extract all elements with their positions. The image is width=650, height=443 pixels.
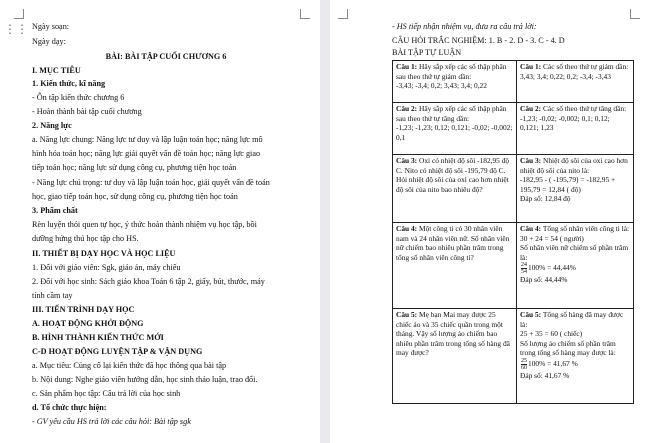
essay-title: BÀI TẬP TỰ LUẬN — [392, 48, 462, 57]
answer-cell: Câu 5: Tổng số hàng đã may được là: 25 + 35 = 60 ( chiếc) Số lượng áo chiếm số phần trăm trong tổng số hàng may được là: $\frac{25}{60}$ 100% = 41,67 % Đáp số: 41,67 % — [517, 309, 634, 404]
question-cell: Câu 2: Hãy sắp xếp các số thập phân sau theo thứ tự tăng dần: -1,23; -1,23; 0,12; 0,121; -0,02; -0,002; 0,1 — [393, 103, 517, 155]
exercise-table — [392, 60, 634, 404]
heading-competence: 2. Năng lực — [32, 121, 72, 130]
text-line: dưỡng hứng thú học tập cho HS. — [32, 234, 139, 243]
margin-corner-mark — [338, 9, 348, 19]
table-row — [393, 61, 634, 103]
fraction: $\frac{25}{60}$ — [521, 357, 527, 371]
table-row — [393, 309, 634, 404]
mcq-answers: CÂU HỎI TRẮC NGHIỆM: 1. B - 2. D - 3. C - 4. D — [392, 36, 565, 45]
heading-warmup: A. HOẠT ĐỘNG KHỞI ĐỘNG — [32, 319, 144, 328]
date-prepared: Ngày soạn: — [32, 22, 70, 31]
intro-line: - HS tiếp nhận nhiệm vụ, đưa ra câu trả lời: — [392, 22, 537, 31]
margin-corner-mark — [630, 9, 640, 19]
margin-corner-mark — [14, 9, 24, 19]
text-line: Rèn luyện thói quen tự học, ý thức hoàn thành nhiệm vụ học tập, bồi — [32, 220, 257, 229]
heading-new-knowledge: B. HÌNH THÀNH KIẾN THỨC MỚI — [32, 333, 164, 342]
text-line: c. Sản phẩm học tập: Câu trả lời của học sinh — [32, 389, 181, 398]
text-line: tính cầm tay — [32, 291, 73, 300]
heading-equipment: II. THIẾT BỊ DẠY HỌC VÀ HỌC LIỆU — [32, 249, 176, 258]
margin-corner-mark — [300, 9, 310, 19]
heading-practice: C-D HOẠT ĐỘNG LUYỆN TẬP & VẬN DỤNG — [32, 347, 203, 356]
answer-cell: Câu 4: Tổng số nhân viên công ti là: 30 + 24 = 54 ( người) Số nhân viên nữ chiếm số phần trăm là: $\frac{24}{54}$ 100% = 44,44% Đáp số: 44,44% — [517, 223, 634, 309]
text-line: 2. Đối với học sinh: Sách giáo khoa Toán 6 tập 2, giấy, bút, thước, máy — [32, 277, 265, 286]
date-taught: Ngày dạy: — [32, 37, 66, 46]
heading-knowledge: 1. Kiến thức, kĩ năng — [32, 79, 106, 88]
text-line: a. Mục tiêu: Củng cố lại kiến thức đã học thông qua bài tập — [32, 361, 227, 370]
question-cell: Câu 3: Oxi có nhiệt độ sôi -182,95 độ C. Nito có nhiệt độ sôi -195,79 độ C. Hỏi nhiệt độ sôi của oxi cao hơn nhiệt độ sôi của nito bao nhiêu độ? — [393, 155, 517, 223]
text-line: hình hóa toán học; năng lực giải quyết vấn đề toán học; năng lực giao — [32, 149, 261, 158]
text-line: a. Năng lực chung: Năng lực tư duy và lập luận toán học; năng lực mô — [32, 135, 263, 144]
answer-cell: Câu 1: Các số theo thứ tự giảm dần: 3,43; 3,4; 0,22; 0,2; -3,4; -3,43 — [517, 61, 634, 103]
heading-process: III. TIẾN TRÌNH DẠY HỌC — [32, 305, 135, 314]
text-line: tiếp toán học; năng lực sử dụng công cụ, phương tiện học toán — [32, 163, 237, 172]
text-line: học, giao tiếp toán học, sử dụng công cụ, phương tiện học toán — [32, 192, 238, 201]
question-cell: Câu 1: Hãy sắp xếp các số thập phân sau theo thứ tự giảm dần: -3,43; -3,4; 0,2; 3,43; 3,4; 0,22 — [393, 61, 517, 103]
heading-organization: d. Tổ chức thực hiện: — [32, 403, 107, 412]
answer-cell: Câu 3: Nhiệt độ sôi của oxi cao hơn nhiệt độ sôi của nito là: -182,95 - ( -195,79) = -182,95 + 195,79 = 12,84 ( độ) Đáp số: 12,84 độ — [517, 155, 634, 223]
text-line: - Ôn tập kiến thức chương 6 — [32, 93, 125, 102]
text-line: - Hoàn thành bài tập cuối chương — [32, 107, 142, 116]
table-row — [393, 223, 634, 309]
lesson-title: BÀI: BÀI TẬP CUỐI CHƯƠNG 6 — [105, 52, 227, 61]
question-cell: Câu 5: Mẹ bạn Mai may được 25 chiếc áo và 35 chiếc quần trong một tháng. Vậy số lượng áo chiếm bao nhiêu phần trăm trong tổng số hàng đã may được? — [393, 309, 517, 404]
text-line: 1. Đối với giáo viên: Sgk, giáo án, máy chiếu — [32, 263, 181, 272]
question-cell: Câu 4: Một công ti có 30 nhân viên nam và 24 nhân viên nữ. Số nhân viên nữ chiếm bao nhiêu phần trăm trong tổng số nhân viên công ti? — [393, 223, 517, 309]
text-line: - GV yêu cầu HS trả lời các câu hỏi: Bài tập sgk — [32, 417, 191, 426]
table-row — [393, 103, 634, 155]
text-line: - Năng lực chú trọng: tư duy và lập luận toán học, giải quyết vấn đề toán — [32, 178, 270, 187]
text-line: b. Nội dung: Nghe giáo viên hướng dẫn, học sinh thảo luận, trao đổi. — [32, 375, 258, 384]
fraction: $\frac{24}{54}$ — [521, 262, 527, 276]
heading-qualities: 3. Phẩm chất — [32, 206, 78, 215]
heading-objectives: I. MỤC TIÊU — [32, 66, 81, 75]
answer-cell: Câu 2: Các số theo thứ tự tăng dần: -1,23; -0,02; -0,002; 0,1; 0,12; 0,121; 1,23 — [517, 103, 634, 155]
left-page — [0, 0, 320, 443]
drag-handle-icon[interactable]: ⋮⋮ — [4, 22, 28, 36]
table-row — [393, 155, 634, 223]
